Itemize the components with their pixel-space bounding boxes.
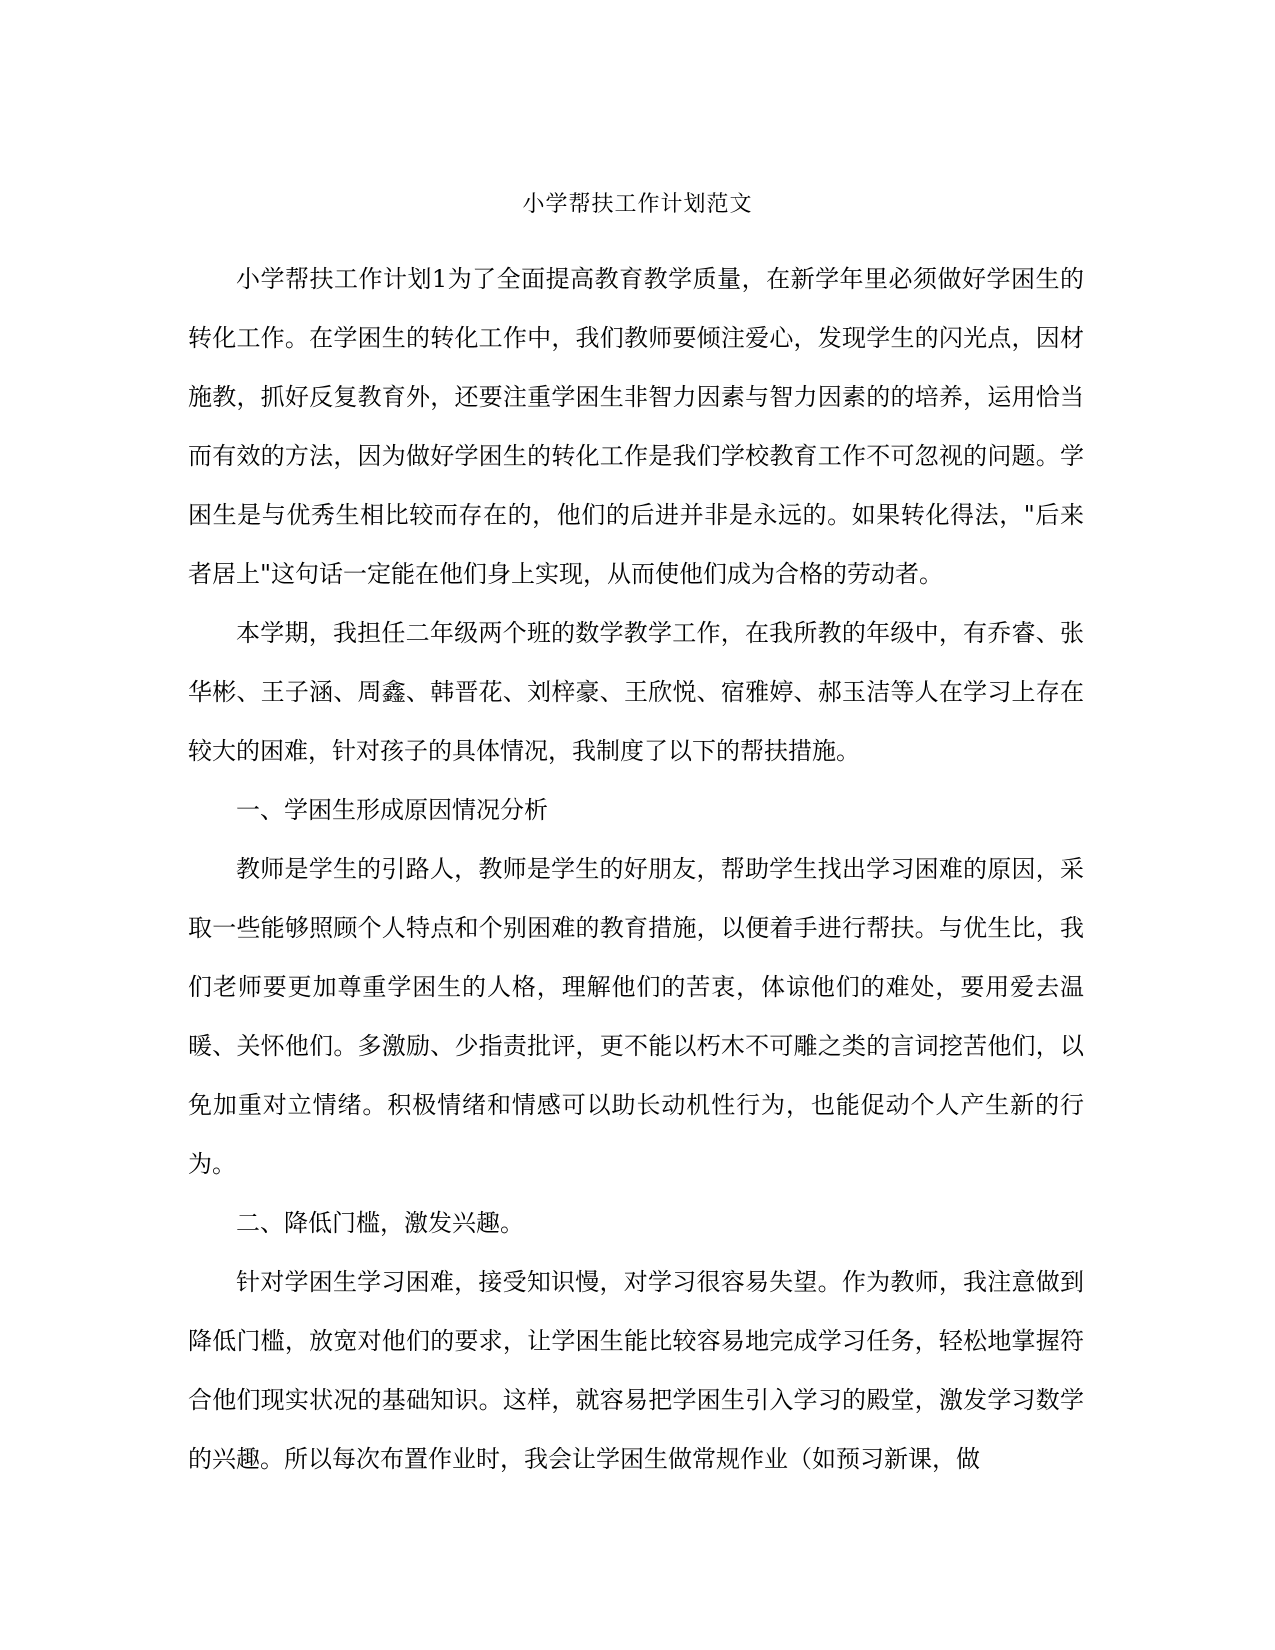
section-heading-2: 二、降低门槛，激发兴趣。 (236, 1209, 524, 1237)
document-title: 小学帮扶工作计划范文 (522, 192, 753, 217)
section-heading-1: 一、学困生形成原因情况分析 (236, 796, 548, 824)
paragraph-analysis: 教师是学生的引路人，教师是学生的好朋友，帮助学生找出学习困难的原因，采取一些能够照顾个人特点和个别困难的教育措施，以便着手进行帮扶。与优生比，我们老师要更加尊重学困生的人格，理解他们的苦衷，体谅他们的难处，要用爱去温暖、关怀他们。多激励、少指责批评，更不能以朽木不可雕之类的言词挖苦他们，以免加重对立情绪。积极情绪和情感可以助长动机性行为，也能促动个人产生新的行为。 (188, 855, 1084, 1178)
document-body (188, 250, 1084, 1489)
paragraph-threshold: 针对学困生学习困难，接受知识慢，对学习很容易失望。作为教师，我注意做到降低门槛，放宽对他们的要求，让学困生能比较容易地完成学习任务，轻松地掌握符合他们现实状况的基础知识。这样，就容易把学困生引入学习的殿堂，激发学习数学的兴趣。所以每次布置作业时，我会让学困生做常规作业（如预习新课，做 (188, 1268, 1084, 1473)
paragraph-students: 本学期，我担任二年级两个班的数学教学工作，在我所教的年级中，有乔睿、张华彬、王子涵、周鑫、韩晋花、刘梓豪、王欣悦、宿雅婷、郝玉洁等人在学习上存在较大的困难，针对孩子的具体情况，我制度了以下的帮扶措施。 (188, 619, 1084, 765)
paragraph-intro: 小学帮扶工作计划1为了全面提高教育教学质量，在新学年里必须做好学困生的转化工作。在学困生的转化工作中，我们教师要倾注爱心，发现学生的闪光点，因材施教，抓好反复教育外，还要注重学困生非智力因素与智力因素的的培养，运用恰当而有效的方法，因为做好学困生的转化工作是我们学校教育工作不可忽视的问题。学困生是与优秀生相比较而存在的，他们的后进并非是永远的。如果转化得法，"后来者居上"这句话一定能在他们身上实现，从而使他们成为合格的劳动者。 (188, 265, 1084, 588)
